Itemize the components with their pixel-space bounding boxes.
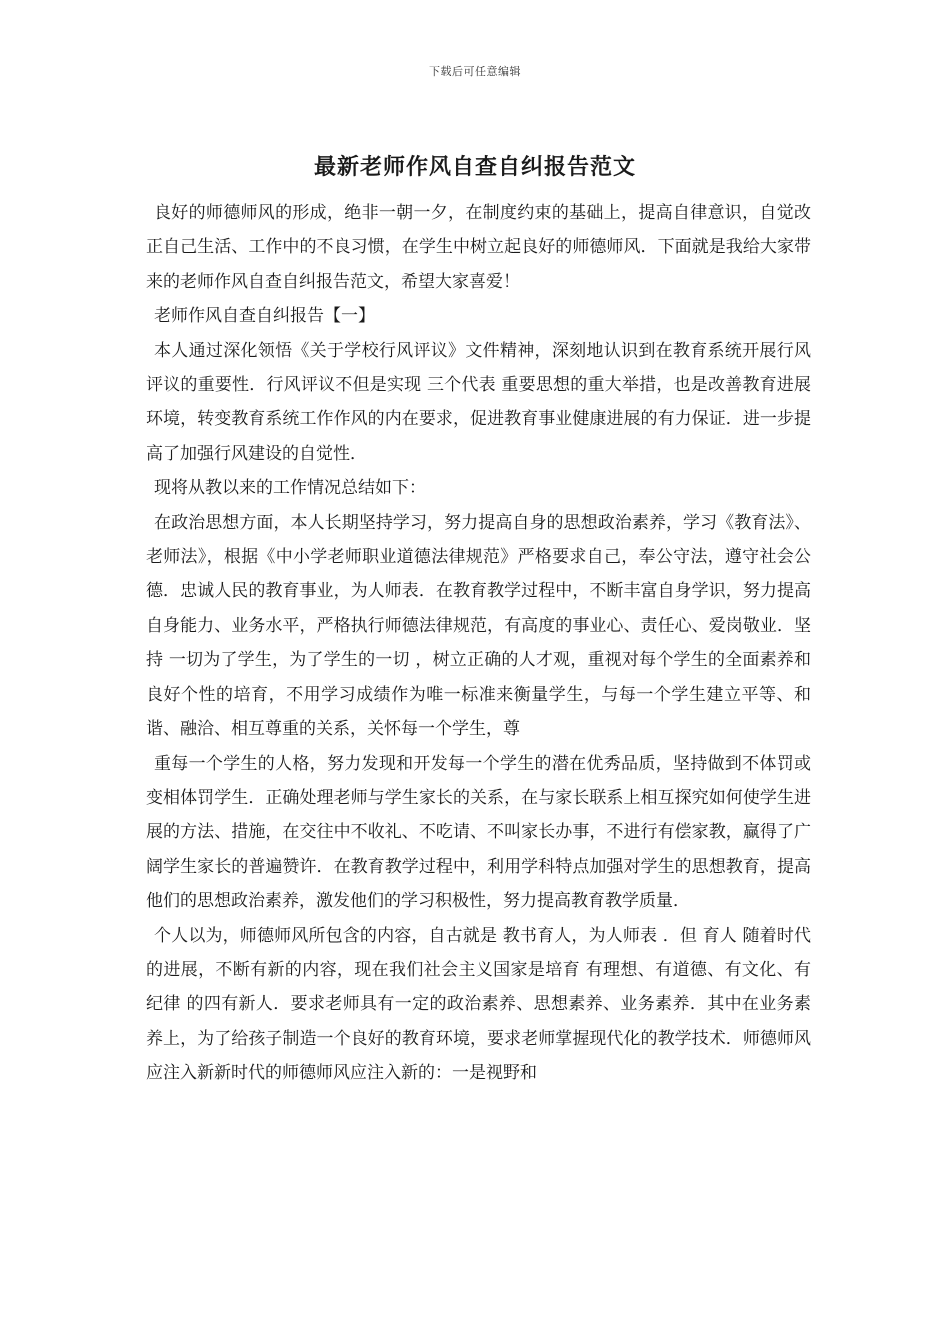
paragraph: 在政治思想方面，本人长期坚持学习，努力提高自身的思想政治素养，学习《教育法》、老师法》，根据《中小学老师职业道德法律规范》严格要求自己，奉公守法，遵守社会公德．忠诚人民的教育事业，为人师表．在教育教学过程中，不断丰富自身学识，努力提高自身能力、业务水平，严格执行师德法律规范，有高度的事业心、责任心、爱岗敬业．坚持 一切为了学生，为了学生的一切 ，树立正确的人才观，重视对每个学生的全面素养和良好个性的培育，不用学习成绩作为唯一标准来衡量学生，与每一个学生建立平等、和谐、融洽、相互尊重的关系，关怀每一个学生，尊 <box>146 512 811 740</box>
document-body <box>146 196 811 1091</box>
paragraph: 个人以为，师德师风所包含的内容，自古就是 教书育人，为人师表 ．但 育人 随着时代的进展，不断有新的内容，现在我们社会主义国家是培育 有理想、有道德、有文化、有纪律 的四有新人．要求老师具有一定的政治素养、思想素养、业务素养．其中在业务素养上，为了给孩子制造一个良好的教育环境，要求老师掌握现代化的教学技术．师德师风应注入新新时代的师德师风应注入新的：一是视野和 <box>146 925 811 1084</box>
document-title: 最新老师作风自查自纠报告范文 <box>313 154 636 180</box>
paragraph-intro: 良好的师德师风的形成，绝非一朝一夕，在制度约束的基础上，提高自律意识，自觉改正自己生活、工作中的不良习惯，在学生中树立起良好的师德师风．下面就是我给大家带来的老师作风自查自纠报告范文，希望大家喜爱！ <box>146 203 811 292</box>
section-heading: 老师作风自查自纠报告【一】 <box>154 306 375 327</box>
paragraph: 现将从教以来的工作情况总结如下： <box>154 478 426 499</box>
paragraph: 重每一个学生的人格，努力发现和开发每一个学生的潜在优秀品质，坚持做到不体罚或变相体罚学生．正确处理老师与学生家长的关系，在与家长联系上相互探究如何使学生进展的方法、措施，在交往中不收礼、不吃请、不叫家长办事，不进行有偿家教，赢得了广阔学生家长的普遍赞许．在教育教学过程中，利用学科特点加强对学生的思想教育，提高他们的思想政治素养，激发他们的学习积极性，努力提高教育教学质量． <box>146 753 811 912</box>
paragraph: 本人通过深化领悟《关于学校行风评议》文件精神，深刻地认识到在教育系统开展行风评议的重要性．行风评议不但是实现 三个代表 重要思想的重大举措，也是改善教育进展环境，转变教育系统工作作风的内在要求，促进教育事业健康进展的有力保证．进一步提高了加强行风建设的自觉性． <box>146 340 811 464</box>
header-note: 下载后可任意编辑 <box>429 65 521 78</box>
